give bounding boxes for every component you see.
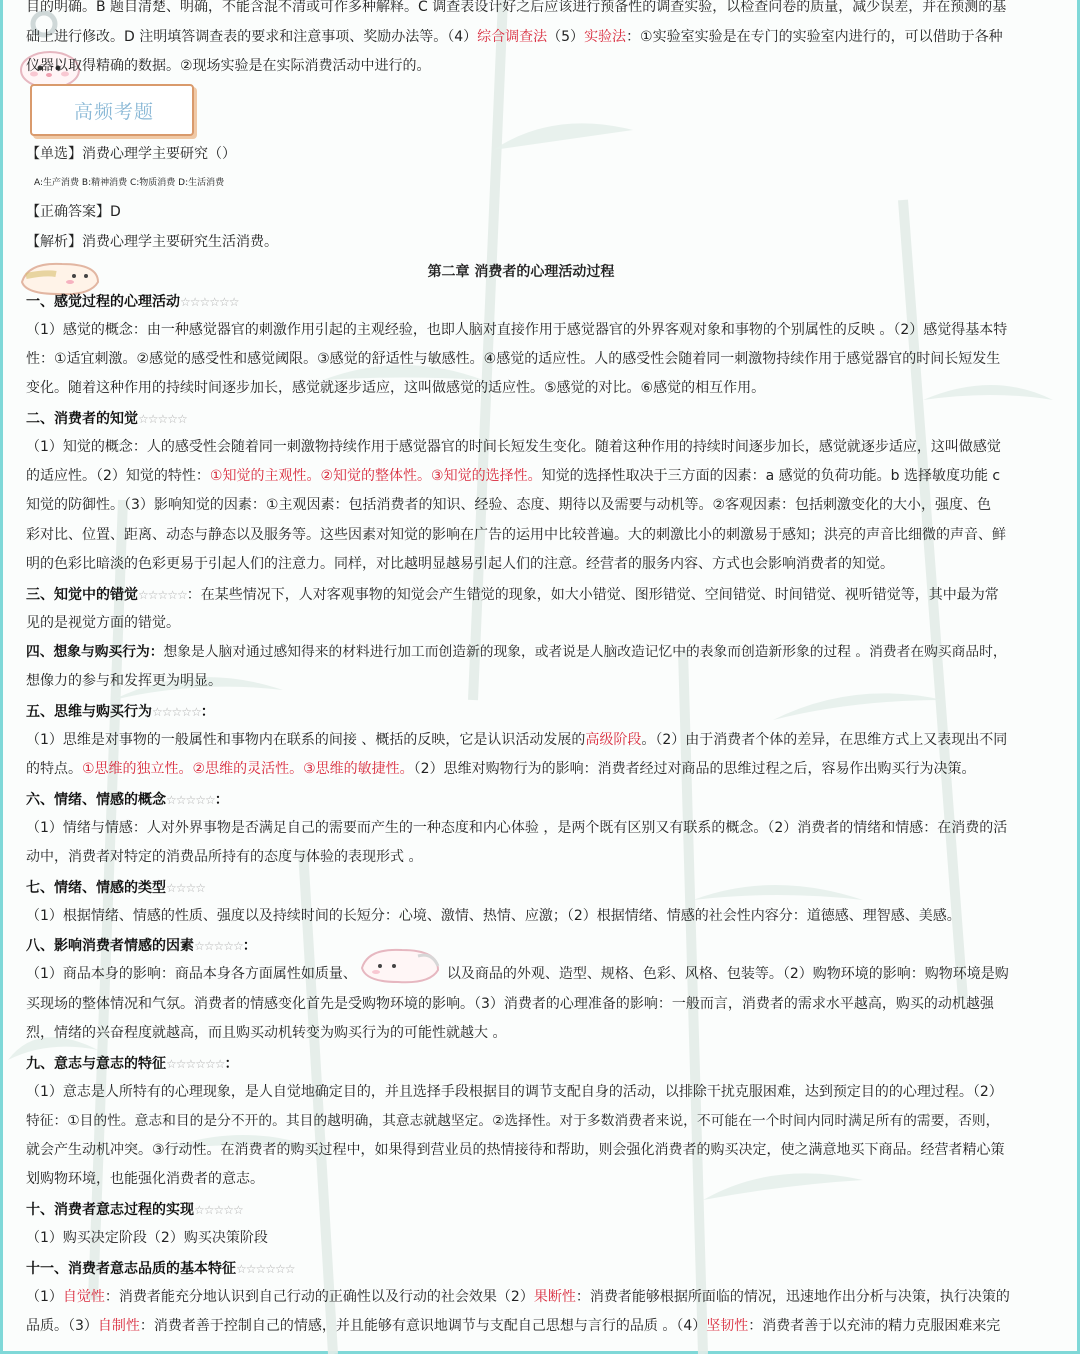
section-heading: 三、知觉中的错觉☆☆☆☆☆：在某些情况下，人对客观事物的知觉会产生错觉的现象，如大小错觉、图形错觉、空间错觉、时间错觉、视听错觉等，其中最为常 xyxy=(26,587,999,603)
top-line-1: 目的明确。B 题目清楚、明确，不能含混不清或可作多种解释。C 调查表设计好之后应该进行预备性的调查实验，以检查问卷的质量，减少误差，并在预测的基 xyxy=(26,0,1007,15)
badge-label: 高频考题 xyxy=(74,101,155,123)
paragraph-line: （1）感觉的概念：由一种感觉器官的刺激作用引起的主观经验，也即人脑对直接作用于感觉器官的外界客观对象和事物的个别属性的反映 。（2）感觉得基本特 xyxy=(26,322,1008,338)
paragraph-line: 性：①适宜刺激。②感觉的感受性和感觉阈限。③感觉的舒适性与敏感性。④感觉的适应性。人的感受性会随着同一刺激物持续作用于感觉器官的时间长短发生 xyxy=(26,351,1001,367)
star-rating: ☆☆☆☆☆☆ xyxy=(166,1057,225,1071)
star-rating: ☆☆☆☆☆ xyxy=(194,1203,243,1217)
paragraph-line: 的特点。①思维的独立性。②思维的灵活性。③思维的敏捷性。（2）思维对购物行为的影响：消费者经过对商品的思维过程之后，容易作出购买行为决策。 xyxy=(26,761,976,777)
paragraph-line: （1）根据情绪、情感的性质、强度以及持续时间的长短分：心境、激情、热情、应激；（2）根据情绪、情感的社会性内容分：道德感、理智感、美感。 xyxy=(26,908,961,924)
highlight-term: 坚韧性 xyxy=(706,1318,749,1334)
paragraph-line: 划购物环境，也能强化消费者的意志。 xyxy=(26,1171,264,1187)
paragraph-line: 想像力的参与和发挥更为明显。 xyxy=(26,673,222,689)
paragraph-line: 买现场的整体情况和气氛。消费者的情感变化首先是受购物环境的影响。（3）消费者的心理准备的影响：一般而言，消费者的需求水平越高，购买的动机越强 xyxy=(26,996,994,1012)
section-heading: 六、情绪、情感的概念☆☆☆☆☆： xyxy=(26,792,229,808)
paragraph-line: 品质。（3）自制性：消费者善于控制自己的情感，并且能够有意识地调节与支配自己思想与言行的品质 。（4）坚韧性：消费者善于以充沛的精力克服困难来完 xyxy=(26,1318,1001,1334)
paragraph-line: 的适应性。（2）知觉的特性：①知觉的主观性。②知觉的整体性。③知觉的选择性。知觉的选择性取决于三方面的因素：a 感觉的负荷功能。b 选择敏度功能 c xyxy=(26,468,1001,484)
highlight-term: ①知觉的主观性。②知觉的整体性。③知觉的选择性。 xyxy=(209,468,542,484)
paragraph-line: 彩对比、位置、距离、动态与静态以及服务等。这些因素对知觉的影响在广告的运用中比较普遍。大的刺激比小的刺激易于感知；洪亮的声音比细微的声音、鲜 xyxy=(26,527,1006,543)
paragraph-line: 知觉的防御性。（3）影响知觉的因素：①主观因素：包括消费者的知识、经验、态度、期待以及需要与动机等。②客观因素：包括刺激变化的大小，强度、色 xyxy=(26,497,992,513)
paragraph-line: （1）商品本身的影响：商品本身各方面属性如质量、 以及商品的外观、造型、规格、色彩、风格、包装等。（2）购物环境的影响：购物环境是购 xyxy=(26,966,1009,982)
paragraph-line: （1）情绪与情感：人对外界事物是否满足自己的需要而产生的一种态度和内心体验 ，是两个既有区别又有联系的概念。（2）消费者的情绪和情感：在消费的活 xyxy=(26,820,1008,836)
highlight-term: 高级阶段 xyxy=(585,732,642,748)
section-heading: 十一、消费者意志品质的基本特征☆☆☆☆☆☆ xyxy=(26,1261,295,1277)
highlight-term: 综合调查法 xyxy=(477,29,548,45)
section-heading: 四、想象与购买行为：想象是人脑对通过感知得来的材料进行加工而创造新的现象，或者说是人脑改造记忆中的表象而创造新形象的过程 。消费者在购买商品时， xyxy=(26,644,1007,660)
paragraph-line: （1）意志是人所特有的心理现象，是人自觉地确定目的，并且选择手段根据目的调节支配自身的活动，以排除干扰克服困难，达到预定目的的心理过程。（2） xyxy=(26,1084,1003,1100)
star-rating: ☆☆☆☆☆ xyxy=(138,412,187,426)
highlight-term: 自觉性 xyxy=(62,1289,105,1305)
badge-frequent-questions xyxy=(30,84,194,136)
highlight-term: 自制性 xyxy=(97,1318,140,1334)
chapter-title: 第二章 消费者的心理活动过程 xyxy=(427,264,615,280)
section-heading: 七、情绪、情感的类型☆☆☆☆ xyxy=(26,880,206,896)
paragraph-line: 变化。随着这种作用的持续时间逐步加长，感觉就逐步适应，这叫做感觉的适应性。⑤感觉的对比。⑥感觉的相互作用。 xyxy=(26,380,766,396)
quiz-answer: 【正确答案】D xyxy=(26,204,121,220)
top-line-2: 础上进行修改。D 注明填答调查表的要求和注意事项、奖励办法等。（4）综合调查法（5）实验法：①实验室实验是在专门的实验室内进行的，可以借助于各种 xyxy=(26,29,1003,45)
star-rating: ☆☆☆☆☆☆ xyxy=(180,295,239,309)
star-rating: ☆☆☆☆☆ xyxy=(138,588,187,602)
quiz-analysis: 【解析】消费心理学主要研究生活消费。 xyxy=(26,234,278,250)
paragraph-line: 动中，消费者对特定的消费品所持有的态度与体验的表现形式 。 xyxy=(26,849,423,865)
section-heading: 八、影响消费者情感的因素☆☆☆☆☆： xyxy=(26,938,257,954)
section-heading: 一、感觉过程的心理活动☆☆☆☆☆☆ xyxy=(26,294,239,310)
highlight-term: ①思维的独立性。②思维的灵活性。③思维的敏捷性。 xyxy=(82,761,414,777)
paragraph-line: 就会产生动机冲突。③行动性。在消费者的购买过程中，如果得到营业员的热情接待和帮助，则会强化消费者的购买决定，使之满意地买下商品。经营者精心策 xyxy=(26,1142,1005,1158)
section-heading: 二、消费者的知觉☆☆☆☆☆ xyxy=(26,411,187,427)
star-rating: ☆☆☆☆☆ xyxy=(166,793,215,807)
paragraph-line: 烈，情绪的兴奋程度就越高，而且购买动机转变为购买行为的可能性就越大 。 xyxy=(26,1025,507,1041)
section-heading: 十、消费者意志过程的实现☆☆☆☆☆ xyxy=(26,1202,243,1218)
paragraph-line: 特征：①目的性。意志和目的是分不开的。其目的越明确，其意志就越坚定。②选择性。对于多数消费者来说，不可能在一个时间内同时满足所有的需要，否则， xyxy=(26,1113,1000,1129)
paragraph-line: （1）购买决定阶段（2）购买决策阶段 xyxy=(26,1230,268,1246)
highlight-term: 实验法 xyxy=(584,29,627,45)
quiz-options: A:生产消费 B:精神消费 C:物质消费 D:生活消费 xyxy=(34,178,225,188)
paragraph-line: （1）自觉性：消费者能充分地认识到自己行动的正确性以及行动的社会效果（2）果断性：消费者能够根据所面临的情况，迅速地作出分析与决策，执行决策的 xyxy=(26,1289,1010,1305)
star-rating: ☆☆☆☆☆ xyxy=(152,705,201,719)
section-heading: 九、意志与意志的特征☆☆☆☆☆☆： xyxy=(26,1056,239,1072)
top-line-3: 仪器以取得精确的数据。②现场实验是在实际消费活动中进行的。 xyxy=(26,58,431,74)
paragraph-line: 见的是视觉方面的错觉。 xyxy=(26,615,180,631)
paragraph-line: 明的色彩比暗淡的色彩更易于引起人们的注意力。同样，对比越明显越易引起人们的注意。经营者的服务内容、方式也会影响消费者的知觉。 xyxy=(26,556,894,572)
quiz-question: 【单选】消费心理学主要研究（） xyxy=(26,146,236,162)
star-rating: ☆☆☆☆☆ xyxy=(194,939,243,953)
paragraph-line: （1）思维是对事物的一般属性和事物内在联系的间接 、概括的反映，它是认识活动发展的高级阶段。（2）由于消费者个体的差异，在思维方式上又表现出不同 xyxy=(26,732,1008,748)
star-rating: ☆☆☆☆ xyxy=(166,881,206,895)
highlight-term: 果断性 xyxy=(533,1289,576,1305)
section-heading: 五、思维与购买行为☆☆☆☆☆： xyxy=(26,704,215,720)
star-rating: ☆☆☆☆☆☆ xyxy=(236,1262,295,1276)
paragraph-line: （1）知觉的概念：人的感受性会随着同一刺激物持续作用于感觉器官的时间长短发生变化。随着这种作用的持续时间逐步加长，感觉就逐步适应，这叫做感觉 xyxy=(26,439,1001,455)
